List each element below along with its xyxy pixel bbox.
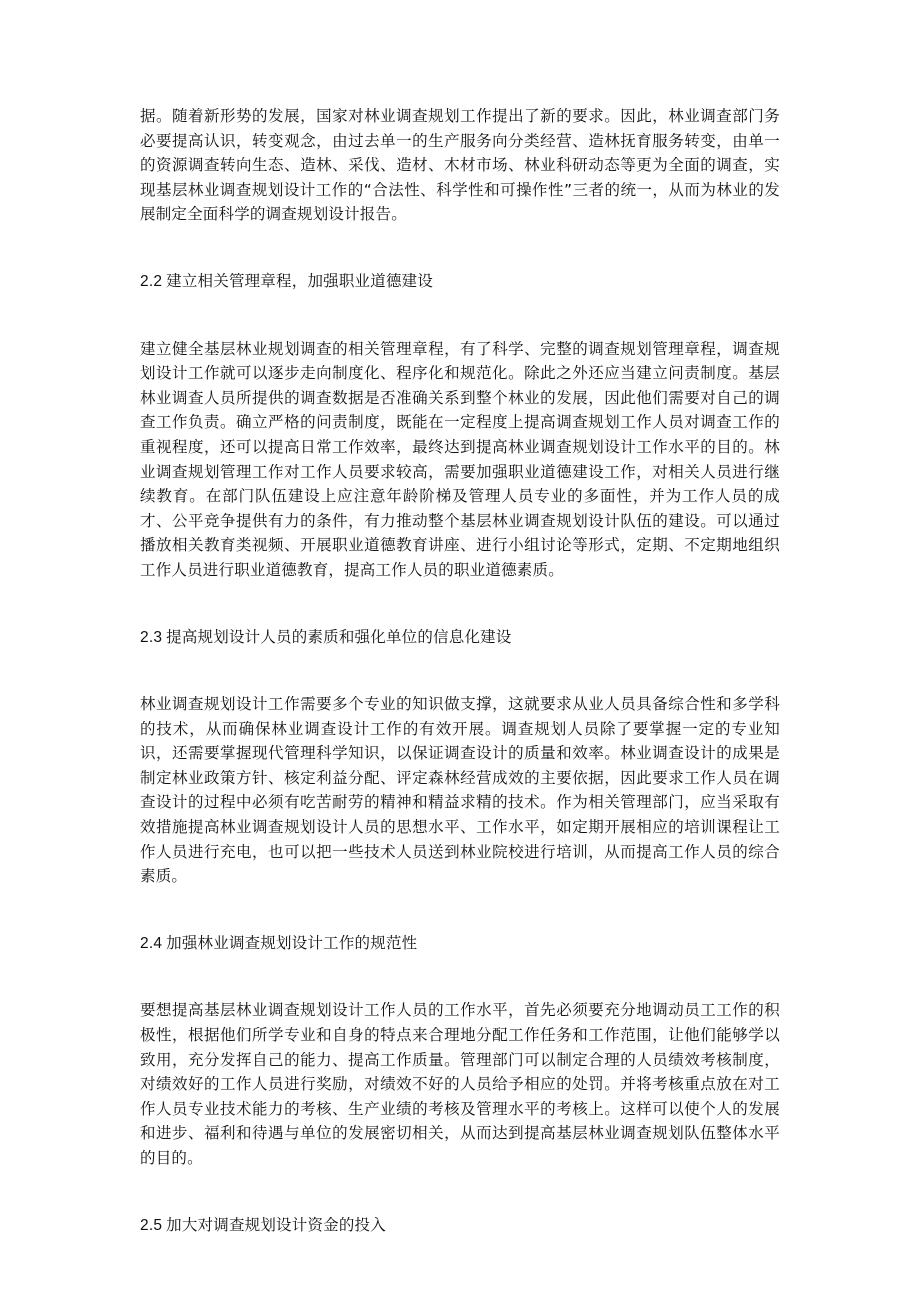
section-number: 2.5 xyxy=(140,1216,163,1234)
section-heading-2-5 xyxy=(140,1213,780,1239)
paragraph-intro: 据。随着新形势的发展，国家对林业调查规划工作提出了新的要求。因此，林业调查部门务必要提高认识，转变观念，由过去单一的生产服务向分类经营、造林抚育服务转变，由单一的资源调查转向生态、造林、采伐、造材、木材市场、林业科研动态等更为全面的调查，实现基层林业调查规划设计工作的“合法性、科学性和可操作性”三者的统一，从而为林业的发展制定全面科学的调查规划设计报告。 xyxy=(140,107,780,224)
section-title: 加强林业调查规划设计工作的规范性 xyxy=(166,933,418,952)
paragraph-2-4: 要想提高基层林业调查规划设计工作人员的工作水平，首先必须要充分地调动员工工作的积极性，根据他们所学专业和自身的特点来合理地分配工作任务和工作范围，让他们能够学以致用，充分发挥自己的能力、提高工作质量。管理部门可以制定合理的人员绩效考核制度，对绩效好的工作人员进行奖励，对绩效不好的人员给予相应的处罚。并将考核重点放在对工作人员专业技术能力的考核、生产业绩的考核及管理水平的考核上。这样可以使个人的发展和进步、福利和待遇与单位的发展密切相关，从而达到提高基层林业调查规划队伍整体水平的目的。 xyxy=(140,1001,780,1167)
paragraph-2-2: 建立健全基层林业规划调查的相关管理章程，有了科学、完整的调查规划管理章程，调查规划设计工作就可以逐步走向制度化、程序化和规范化。除此之外还应当建立问责制度。基层林业调查人员所提供的调查数据是否准确关系到整个林业的发展，因此他们需要对自己的调查工作负责。确立严格的问责制度，既能在一定程度上提高调查规划工作人员对调查工作的重视程度，还可以提高日常工作效率，最终达到提高林业调查规划设计工作水平的目的。林业调查规划管理工作对工作人员要求较高，需要加强职业道德建设工作，对相关人员进行继续教育。在部门队伍建设上应注意年龄阶梯及管理人员专业的多面性，并为工作人员的成才、公平竞争提供有力的条件，有力推动整个基层林业调查规划设计队伍的建设。可以通过播放相关教育类视频、开展职业道德教育讲座、进行小组讨论等形式，定期、不定期地组织工作人员进行职业道德教育，提高工作人员的职业道德素质。 xyxy=(140,339,780,579)
section-number: 2.3 xyxy=(140,628,163,646)
section-number: 2.2 xyxy=(140,272,163,290)
section-title: 建立相关管理章程，加强职业道德建设 xyxy=(166,271,434,290)
section-heading-2-3 xyxy=(140,625,780,651)
section-title: 加大对调查规划设计资金的投入 xyxy=(166,1215,386,1234)
section-heading-2-4 xyxy=(140,931,780,957)
document-page xyxy=(140,104,780,1280)
paragraph-2-3: 林业调查规划设计工作需要多个专业的知识做支撑，这就要求从业人员具备综合性和多学科的技术，从而确保林业调查设计工作的有效开展。调查规划人员除了要掌握一定的专业知识，还需要掌握现代管理科学知识，以保证调查设计的质量和效率。林业调查设计的成果是制定林业政策方针、核定利益分配、评定森林经营成效的主要依据，因此要求工作人员在调查设计的过程中必须有吃苦耐劳的精神和精益求精的技术。作为相关管理部门，应当采取有效措施提高林业调查规划设计人员的思想水平、工作水平，如定期开展相应的培训课程让工作人员进行充电，也可以把一些技术人员送到林业院校进行培训，从而提高工作人员的综合素质。 xyxy=(140,695,780,886)
section-heading-2-2 xyxy=(140,269,780,295)
section-title: 提高规划设计人员的素质和强化单位的信息化建设 xyxy=(166,627,512,646)
section-number: 2.4 xyxy=(140,934,163,952)
